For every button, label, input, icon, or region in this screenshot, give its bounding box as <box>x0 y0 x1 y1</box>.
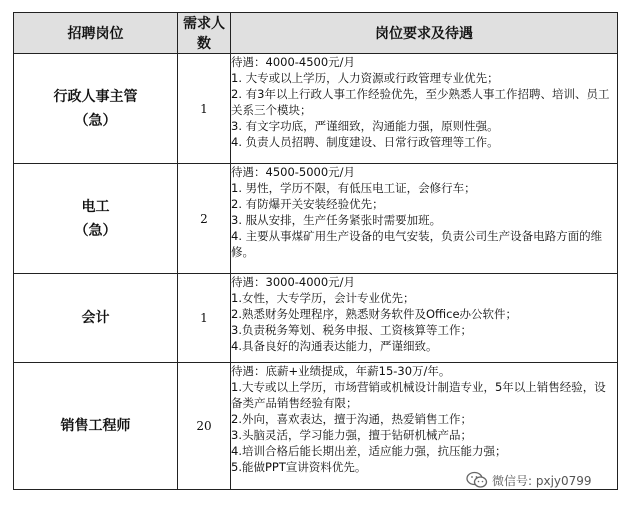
count-cell: 1 <box>178 274 231 363</box>
salary-line: 待遇：3000-4000元/月 <box>231 275 356 289</box>
requirement-line: 4.培训合格后能长期出差，适应能力强，抗压能力强； <box>231 444 507 458</box>
count-cell: 2 <box>178 164 231 274</box>
requirements-cell <box>231 274 618 363</box>
requirement-line: 3. 有文字功底，严谨细致，沟通能力强，原则性强。 <box>231 119 499 133</box>
requirement-line: 2. 有防爆开关安装经验优先； <box>231 197 384 211</box>
header-count: 需求人数 <box>178 13 231 54</box>
requirement-line: 2.外向，喜欢表达，擅于沟通，热爱销售工作； <box>231 412 472 426</box>
requirement-line: 2. 有3年以上行政人事工作经验优先，至少熟悉人事工作招聘、培训、员工关系三个模块； <box>231 87 610 117</box>
watermark-text: 微信号: pxjy0799 <box>492 473 592 488</box>
position-urgent: （急） <box>74 112 117 129</box>
position-title: 销售工程师 <box>60 418 131 434</box>
requirement-line: 4. 主要从事煤矿用生产设备的电气安装，负责公司生产设备电路方面的维修。 <box>231 229 603 259</box>
wechat-watermark <box>466 471 592 489</box>
position-title: 行政人事主管 <box>53 88 138 105</box>
requirement-line: 1. 男性，学历不限，有低压电工证，会修行车； <box>231 181 476 195</box>
header-position: 招聘岗位 <box>14 13 178 54</box>
requirements-cell <box>231 164 618 274</box>
position-cell <box>14 164 178 274</box>
requirements-cell <box>231 54 618 164</box>
salary-line: 待遇：底薪+业绩提成，年薪15-30万/年。 <box>231 364 451 378</box>
position-title: 会计 <box>81 310 110 326</box>
header-row <box>14 13 618 54</box>
salary-line: 待遇：4000-4500元/月 <box>231 55 356 69</box>
header-requirements: 岗位要求及待遇 <box>231 13 618 54</box>
table-row <box>14 274 618 363</box>
requirement-line: 3. 服从安排，生产任务紧张时需要加班。 <box>231 213 442 227</box>
count-cell: 1 <box>178 54 231 164</box>
position-title: 电工 <box>81 198 110 215</box>
table-row <box>14 54 618 164</box>
wechat-icon <box>466 471 488 489</box>
requirement-line: 4.具备良好的沟通表达能力，严谨细致。 <box>231 339 438 353</box>
count-cell: 20 <box>178 363 231 490</box>
requirement-line: 1.女性，大专学历，会计专业优先； <box>231 291 415 305</box>
table-row <box>14 164 618 274</box>
requirement-line: 4. 负责人员招聘、制度建设、日常行政管理等工作。 <box>231 135 499 149</box>
position-urgent: （急） <box>74 222 117 239</box>
requirement-line: 3.负责税务筹划、税务申报、工资核算等工作； <box>231 323 472 337</box>
position-cell <box>14 363 178 490</box>
recruitment-table <box>13 12 618 490</box>
position-cell <box>14 274 178 363</box>
requirement-line: 3.头脑灵活，学习能力强，擅于钻研机械产品； <box>231 428 472 442</box>
requirement-line: 2.熟悉财务处理程序，熟悉财务软件及Office办公软件； <box>231 307 518 321</box>
position-cell <box>14 54 178 164</box>
requirement-line: 1. 大专或以上学历，人力资源或行政管理专业优先； <box>231 71 499 85</box>
salary-line: 待遇：4500-5000元/月 <box>231 165 356 179</box>
requirement-line: 1.大专或以上学历，市场营销或机械设计制造专业，5年以上销售经验，设备类产品销售经验有限； <box>231 380 606 410</box>
requirement-line: 5.能做PPT宣讲资料优先。 <box>231 460 367 474</box>
